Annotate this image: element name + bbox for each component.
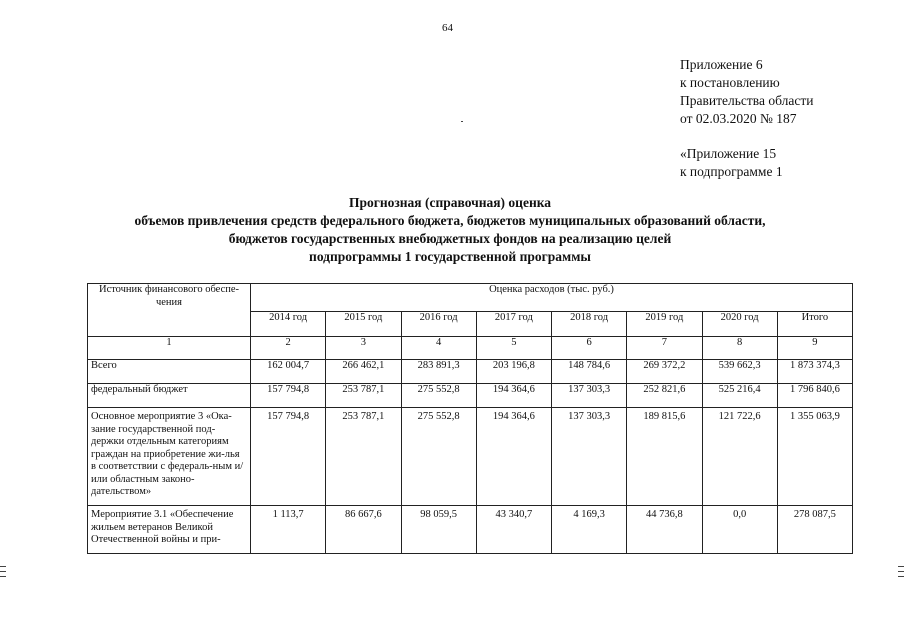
budget-table [87,283,853,554]
title-line: объемов привлечения средств федерального бюджета, бюджетов муниципальных образований области, [134,213,766,228]
cell-value: 157 794,8 [251,408,326,506]
cell-value: 194 364,6 [476,408,551,506]
year-header: 2018 год [552,312,627,337]
appendix-line: от 02.03.2020 № 187 [680,111,797,126]
cell-value: 539 662,3 [702,360,777,384]
cell-value: 275 552,8 [401,408,476,506]
column-number: 6 [552,337,627,360]
cell-value: 203 196,8 [476,360,551,384]
column-number: 9 [777,337,852,360]
table-row-federal-budget [88,384,853,408]
cell-value: 253 787,1 [326,408,401,506]
cell-value: 86 667,6 [326,506,401,554]
cell-value: 189 815,6 [627,408,702,506]
cell-value: 0,0 [702,506,777,554]
cell-value: 1 873 374,3 [777,360,852,384]
appendix-line: Приложение 6 [680,57,763,72]
column-number: 7 [627,337,702,360]
cell-value: 121 722,6 [702,408,777,506]
cell-value: 4 169,3 [552,506,627,554]
expense-estimate-header: Оценка расходов (тыс. руб.) [251,284,853,312]
row-source: Основное мероприятие 3 «Ока-зание государственной под-держки отдельным категориям граждан на приобретение жи-лья в соответствии с федераль-ным и/или областным законо-дательством» [88,408,251,506]
cell-value: 1 796 840,6 [777,384,852,408]
title-line: бюджетов государственных внебюджетных фондов на реализацию целей [228,231,672,246]
appendix-line: Правительства области [680,93,814,108]
cell-value: 525 216,4 [702,384,777,408]
cell-value: 266 462,1 [326,360,401,384]
cell-value: 148 784,6 [552,360,627,384]
column-number: 2 [251,337,326,360]
scan-edge-marks-right [898,566,904,581]
cell-value: 43 340,7 [476,506,551,554]
year-header: 2017 год [476,312,551,337]
document-title [60,194,840,266]
inner-appendix-line: «Приложение 15 [680,146,777,161]
cell-value: 278 087,5 [777,506,852,554]
column-number: 5 [476,337,551,360]
inner-appendix-block [680,145,783,181]
year-header: 2020 год [702,312,777,337]
cell-value: 1 113,7 [251,506,326,554]
column-number: 3 [326,337,401,360]
scan-edge-marks-left [0,566,6,581]
total-header: Итого [777,312,852,337]
page-number: 64 [442,22,453,34]
year-header: 2014 год [251,312,326,337]
title-line: Прогнозная (справочная) оценка [348,195,552,210]
cell-value: 252 821,6 [627,384,702,408]
cell-value: 269 372,2 [627,360,702,384]
row-source: Мероприятие 3.1 «Обеспечение жильем ветеранов Великой Отечественной войны и при- [88,506,251,554]
column-number: 1 [88,337,251,360]
year-header: 2015 год [326,312,401,337]
row-source: федеральный бюджет [88,384,251,408]
year-header: 2016 год [401,312,476,337]
cell-value: 275 552,8 [401,384,476,408]
appendix-block [680,56,813,128]
cell-value: 253 787,1 [326,384,401,408]
cell-value: 137 303,3 [552,408,627,506]
cell-value: 1 355 063,9 [777,408,852,506]
cell-value: 283 891,3 [401,360,476,384]
table-row-main-activity [88,408,853,506]
year-header: 2019 год [627,312,702,337]
column-number: 8 [702,337,777,360]
cell-value: 194 364,6 [476,384,551,408]
cell-value: 137 303,3 [552,384,627,408]
scan-artifact [461,121,463,122]
source-column-header: Источник финансового обеспе-чения [88,284,251,337]
cell-value: 44 736,8 [627,506,702,554]
cell-value: 157 794,8 [251,384,326,408]
row-source: Всего [88,360,251,384]
appendix-line: к постановлению [680,75,780,90]
cell-value: 98 059,5 [401,506,476,554]
table-row-total [88,360,853,384]
table-row-sub-activity [88,506,853,554]
column-number: 4 [401,337,476,360]
inner-appendix-line: к подпрограмме 1 [680,164,783,179]
cell-value: 162 004,7 [251,360,326,384]
title-line: подпрограммы 1 государственной программы [309,249,591,264]
